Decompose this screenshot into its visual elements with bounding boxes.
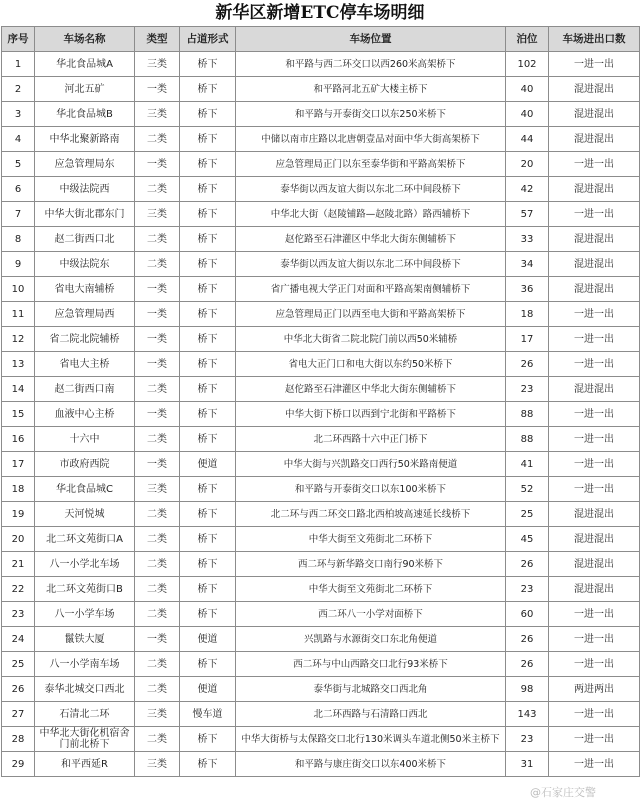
occupancy-form: 桥下 [180, 477, 236, 502]
entrance-exit: 混进混出 [549, 252, 640, 277]
header-cell: 序号 [2, 27, 35, 52]
table-row [2, 602, 640, 627]
table-row [2, 352, 640, 377]
lot-location: 应急管理局正门以西至电大街和平路高架桥下 [236, 302, 506, 327]
row-number: 29 [2, 752, 35, 777]
lot-location: 中华大街至文苑街北二环桥下 [236, 577, 506, 602]
row-number: 1 [2, 52, 35, 77]
occupancy-form: 桥下 [180, 252, 236, 277]
lot-name: 血液中心主桥 [35, 402, 135, 427]
lot-type: 二类 [135, 177, 180, 202]
lot-type: 一类 [135, 627, 180, 652]
entrance-exit: 一进一出 [549, 452, 640, 477]
lot-name: 中华北聚新路南 [35, 127, 135, 152]
lot-location: 泰华街与北城路交口西北角 [236, 677, 506, 702]
header-cell: 车场位置 [236, 27, 506, 52]
lot-location: 和平路与西二环交口以西260米高架桥下 [236, 52, 506, 77]
lot-location: 中华大街下桥口以西到宁北街和平路桥下 [236, 402, 506, 427]
row-number: 3 [2, 102, 35, 127]
table-row [2, 502, 640, 527]
lot-type: 二类 [135, 427, 180, 452]
table-row [2, 577, 640, 602]
entrance-exit: 一进一出 [549, 752, 640, 777]
berth-count: 31 [506, 752, 549, 777]
occupancy-form: 桥下 [180, 752, 236, 777]
lot-type: 一类 [135, 152, 180, 177]
occupancy-form: 桥下 [180, 402, 236, 427]
lot-type: 一类 [135, 302, 180, 327]
lot-location: 和平路河北五矿大楼主桥下 [236, 77, 506, 102]
lot-location: 泰华街以西友谊大街以东北二环中间段桥下 [236, 177, 506, 202]
lot-name: 省电大南辅桥 [35, 277, 135, 302]
lot-type: 一类 [135, 277, 180, 302]
entrance-exit: 混进混出 [549, 177, 640, 202]
berth-count: 34 [506, 252, 549, 277]
occupancy-form: 桥下 [180, 227, 236, 252]
table-row [2, 127, 640, 152]
lot-name: 省二院北院辅桥 [35, 327, 135, 352]
row-number: 23 [2, 602, 35, 627]
row-number: 8 [2, 227, 35, 252]
entrance-exit: 混进混出 [549, 377, 640, 402]
entrance-exit: 混进混出 [549, 227, 640, 252]
watermark: @石家庄交警 [530, 786, 596, 799]
occupancy-form: 桥下 [180, 152, 236, 177]
table-row [2, 152, 640, 177]
lot-location: 中华北大街省二院北院门前以西50米辅桥 [236, 327, 506, 352]
lot-type: 二类 [135, 377, 180, 402]
table-row [2, 402, 640, 427]
lot-type: 二类 [135, 252, 180, 277]
lot-location: 北二环与西二环交口路北西柏坡高速延长线桥下 [236, 502, 506, 527]
header-row [2, 27, 640, 52]
lot-name: 中华北大街化机宿舍门前北桥下 [35, 727, 135, 752]
entrance-exit: 混进混出 [549, 527, 640, 552]
occupancy-form: 桥下 [180, 577, 236, 602]
lot-type: 一类 [135, 77, 180, 102]
berth-count: 88 [506, 402, 549, 427]
lot-type: 二类 [135, 527, 180, 552]
occupancy-form: 桥下 [180, 427, 236, 452]
lot-name: 北二环文苑街口A [35, 527, 135, 552]
row-number: 10 [2, 277, 35, 302]
occupancy-form: 桥下 [180, 502, 236, 527]
table-row [2, 377, 640, 402]
berth-count: 36 [506, 277, 549, 302]
entrance-exit: 一进一出 [549, 627, 640, 652]
parking-table [1, 26, 640, 777]
occupancy-form: 桥下 [180, 527, 236, 552]
lot-location: 中华大街与兴凯路交口西行50米路南便道 [236, 452, 506, 477]
lot-name: 应急管理局西 [35, 302, 135, 327]
row-number: 12 [2, 327, 35, 352]
entrance-exit: 混进混出 [549, 552, 640, 577]
berth-count: 23 [506, 377, 549, 402]
table-row [2, 252, 640, 277]
berth-count: 41 [506, 452, 549, 477]
berth-count: 18 [506, 302, 549, 327]
lot-name: 省电大主桥 [35, 352, 135, 377]
row-number: 14 [2, 377, 35, 402]
lot-location: 省电大正门口和电大街以东约50米桥下 [236, 352, 506, 377]
berth-count: 143 [506, 702, 549, 727]
entrance-exit: 混进混出 [549, 502, 640, 527]
lot-name: 应急管理局东 [35, 152, 135, 177]
entrance-exit: 混进混出 [549, 102, 640, 127]
lot-type: 二类 [135, 677, 180, 702]
lot-location: 西二环与新华路交口南行90米桥下 [236, 552, 506, 577]
row-number: 9 [2, 252, 35, 277]
entrance-exit: 一进一出 [549, 402, 640, 427]
table-row [2, 302, 640, 327]
occupancy-form: 桥下 [180, 127, 236, 152]
occupancy-form: 桥下 [180, 552, 236, 577]
lot-name: 石清北二环 [35, 702, 135, 727]
occupancy-form: 桥下 [180, 302, 236, 327]
entrance-exit: 一进一出 [549, 152, 640, 177]
lot-type: 二类 [135, 727, 180, 752]
lot-location: 兴凯路与水源街交口东北角便道 [236, 627, 506, 652]
lot-name: 中级法院东 [35, 252, 135, 277]
entrance-exit: 混进混出 [549, 577, 640, 602]
occupancy-form: 桥下 [180, 202, 236, 227]
entrance-exit: 一进一出 [549, 352, 640, 377]
lot-name: 中华大街北郡东门 [35, 202, 135, 227]
row-number: 19 [2, 502, 35, 527]
entrance-exit: 混进混出 [549, 77, 640, 102]
berth-count: 26 [506, 627, 549, 652]
berth-count: 23 [506, 727, 549, 752]
entrance-exit: 一进一出 [549, 602, 640, 627]
row-number: 15 [2, 402, 35, 427]
lot-type: 一类 [135, 352, 180, 377]
table-row [2, 677, 640, 702]
occupancy-form: 桥下 [180, 277, 236, 302]
occupancy-form: 便道 [180, 677, 236, 702]
table-row [2, 202, 640, 227]
berth-count: 45 [506, 527, 549, 552]
lot-type: 三类 [135, 202, 180, 227]
lot-name: 鬣铁大厦 [35, 627, 135, 652]
berth-count: 44 [506, 127, 549, 152]
entrance-exit: 两进两出 [549, 677, 640, 702]
berth-count: 57 [506, 202, 549, 227]
berth-count: 88 [506, 427, 549, 452]
entrance-exit: 一进一出 [549, 477, 640, 502]
row-number: 22 [2, 577, 35, 602]
lot-location: 西二环与中山西路交口北行93米桥下 [236, 652, 506, 677]
row-number: 20 [2, 527, 35, 552]
table-row [2, 227, 640, 252]
lot-type: 二类 [135, 602, 180, 627]
lot-type: 二类 [135, 227, 180, 252]
row-number: 16 [2, 427, 35, 452]
lot-location: 北二环西路十六中正门桥下 [236, 427, 506, 452]
occupancy-form: 桥下 [180, 52, 236, 77]
entrance-exit: 混进混出 [549, 277, 640, 302]
row-number: 21 [2, 552, 35, 577]
occupancy-form: 桥下 [180, 727, 236, 752]
berth-count: 40 [506, 77, 549, 102]
table-row [2, 702, 640, 727]
table-row [2, 77, 640, 102]
occupancy-form: 桥下 [180, 602, 236, 627]
row-number: 24 [2, 627, 35, 652]
occupancy-form: 慢车道 [180, 702, 236, 727]
document-title: 新华区新增ETC停车场明细 [215, 3, 425, 23]
table-row [2, 452, 640, 477]
table-row [2, 327, 640, 352]
row-number: 26 [2, 677, 35, 702]
table-row [2, 177, 640, 202]
row-number: 18 [2, 477, 35, 502]
occupancy-form: 桥下 [180, 652, 236, 677]
lot-location: 应急管理局正门以东至泰华街和平路高架桥下 [236, 152, 506, 177]
lot-name: 市政府西院 [35, 452, 135, 477]
berth-count: 25 [506, 502, 549, 527]
occupancy-form: 桥下 [180, 77, 236, 102]
occupancy-form: 桥下 [180, 327, 236, 352]
table-row [2, 427, 640, 452]
table-row [2, 52, 640, 77]
header-cell: 类型 [135, 27, 180, 52]
entrance-exit: 一进一出 [549, 52, 640, 77]
entrance-exit: 一进一出 [549, 327, 640, 352]
table-row [2, 102, 640, 127]
row-number: 27 [2, 702, 35, 727]
berth-count: 20 [506, 152, 549, 177]
lot-type: 二类 [135, 127, 180, 152]
lot-location: 泰华街以西友谊大街以东北二环中间段桥下 [236, 252, 506, 277]
row-number: 2 [2, 77, 35, 102]
row-number: 13 [2, 352, 35, 377]
lot-type: 二类 [135, 552, 180, 577]
berth-count: 17 [506, 327, 549, 352]
lot-name: 八一小学车场 [35, 602, 135, 627]
berth-count: 60 [506, 602, 549, 627]
occupancy-form: 桥下 [180, 177, 236, 202]
header-cell: 车场进出口数 [549, 27, 640, 52]
row-number: 17 [2, 452, 35, 477]
lot-type: 一类 [135, 452, 180, 477]
berth-count: 102 [506, 52, 549, 77]
berth-count: 52 [506, 477, 549, 502]
occupancy-form: 桥下 [180, 377, 236, 402]
entrance-exit: 一进一出 [549, 302, 640, 327]
lot-type: 三类 [135, 477, 180, 502]
lot-location: 和平路与开泰街交口以东250米桥下 [236, 102, 506, 127]
lot-type: 三类 [135, 102, 180, 127]
row-number: 28 [2, 727, 35, 752]
table-row [2, 727, 640, 752]
lot-name: 和平西延R [35, 752, 135, 777]
lot-name: 华北食品城C [35, 477, 135, 502]
occupancy-form: 便道 [180, 452, 236, 477]
row-number: 4 [2, 127, 35, 152]
berth-count: 23 [506, 577, 549, 602]
lot-location: 中储以南市庄路以北唐朝壹品对面中华大街高架桥下 [236, 127, 506, 152]
lot-location: 赵佗路至石津灌区中华北大街东侧辅桥下 [236, 377, 506, 402]
lot-type: 三类 [135, 702, 180, 727]
lot-name: 中级法院西 [35, 177, 135, 202]
table-row [2, 477, 640, 502]
lot-location: 中华大街至文苑街北二环桥下 [236, 527, 506, 552]
lot-name: 天河悦城 [35, 502, 135, 527]
header-cell: 占道形式 [180, 27, 236, 52]
lot-location: 中华北大街（赵陵铺路—赵陵北路）路西辅桥下 [236, 202, 506, 227]
row-number: 5 [2, 152, 35, 177]
lot-type: 一类 [135, 402, 180, 427]
lot-location: 赵佗路至石津灌区中华北大街东侧辅桥下 [236, 227, 506, 252]
row-number: 6 [2, 177, 35, 202]
berth-count: 26 [506, 352, 549, 377]
lot-name: 华北食品城A [35, 52, 135, 77]
entrance-exit: 一进一出 [549, 652, 640, 677]
entrance-exit: 一进一出 [549, 427, 640, 452]
lot-location: 中华大街桥与太保路交口北行130米调头车道北侧50米主桥下 [236, 727, 506, 752]
berth-count: 33 [506, 227, 549, 252]
table-row [2, 552, 640, 577]
header-cell: 泊位 [506, 27, 549, 52]
lot-type: 一类 [135, 327, 180, 352]
lot-name: 赵二街西口北 [35, 227, 135, 252]
lot-name: 河北五矿 [35, 77, 135, 102]
lot-location: 和平路与开泰街交口以东100米桥下 [236, 477, 506, 502]
entrance-exit: 混进混出 [549, 127, 640, 152]
lot-name: 八一小学北车场 [35, 552, 135, 577]
table-row [2, 527, 640, 552]
entrance-exit: 一进一出 [549, 702, 640, 727]
lot-name: 十六中 [35, 427, 135, 452]
lot-location: 省广播电视大学正门对面和平路高架南侧辅桥下 [236, 277, 506, 302]
occupancy-form: 桥下 [180, 102, 236, 127]
lot-location: 西二环八一小学对面桥下 [236, 602, 506, 627]
berth-count: 98 [506, 677, 549, 702]
row-number: 11 [2, 302, 35, 327]
lot-type: 二类 [135, 502, 180, 527]
table-row [2, 627, 640, 652]
row-number: 7 [2, 202, 35, 227]
entrance-exit: 一进一出 [549, 202, 640, 227]
entrance-exit: 一进一出 [549, 727, 640, 752]
lot-name: 泰华北城交口西北 [35, 677, 135, 702]
berth-count: 26 [506, 652, 549, 677]
lot-location: 北二环西路与石清路口西北 [236, 702, 506, 727]
row-number: 25 [2, 652, 35, 677]
header-cell: 车场名称 [35, 27, 135, 52]
table-row [2, 277, 640, 302]
lot-type: 三类 [135, 752, 180, 777]
lot-name: 赵二街西口南 [35, 377, 135, 402]
lot-type: 二类 [135, 577, 180, 602]
berth-count: 42 [506, 177, 549, 202]
berth-count: 40 [506, 102, 549, 127]
lot-type: 三类 [135, 52, 180, 77]
lot-location: 和平路与康庄街交口以东400米桥下 [236, 752, 506, 777]
occupancy-form: 桥下 [180, 352, 236, 377]
lot-name: 华北食品城B [35, 102, 135, 127]
lot-name: 八一小学南车场 [35, 652, 135, 677]
table-body [2, 52, 640, 777]
occupancy-form: 便道 [180, 627, 236, 652]
table-row [2, 752, 640, 777]
berth-count: 26 [506, 552, 549, 577]
table-row [2, 652, 640, 677]
lot-name: 北二环文苑街口B [35, 577, 135, 602]
lot-type: 二类 [135, 652, 180, 677]
